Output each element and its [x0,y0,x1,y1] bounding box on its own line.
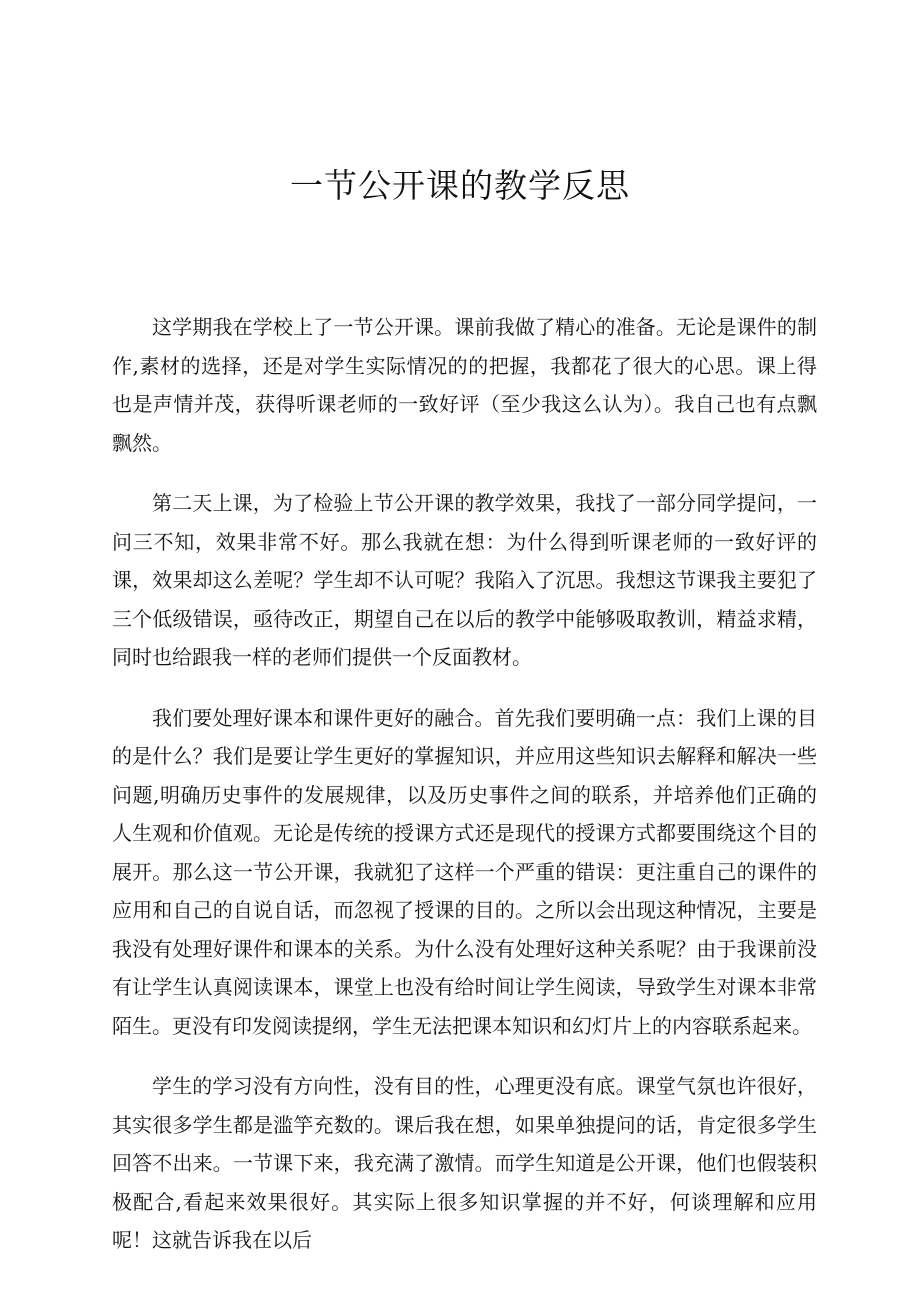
paragraph-1: 这学期我在学校上了一节公开课。课前我做了精心的准备。无论是课件的制作,素材的选择，还是对学生实际情况的的把握，我都花了很大的心思。课上得也是声情并茂，获得听课老师的一致好评（至少我这么认为）。我自己也有点飘飘然。 [112,315,817,455]
document-body [112,308,817,1282]
document-title: 一节公开课的教学反思 [290,166,630,205]
paragraph-3: 我们要处理好课本和课件更好的融合。首先我们要明确一点：我们上课的目的是什么？我们是要让学生更好的掌握知识，并应用这些知识去解释和解决一些问题,明确历史事件的发展规律，以及历史事件之间的联系，并培养他们正确的人生观和价值观。无论是传统的授课方式还是现代的授课方式都要围绕这个目的展开。那么这一节公开课，我就犯了这样一个严重的错误：更注重自己的课件的应用和自己的自说自话，而忽视了授课的目的。之所以会出现这种情况，主要是我没有处理好课件和课本的关系。为什么没有处理好这种关系呢？由于我课前没有让学生认真阅读课本，课堂上也没有给时间让学生阅读，导致学生对课本非常陌生。更没有印发阅读提纲，学生无法把课本知识和幻灯片上的内容联系起来。 [112,705,817,1038]
paragraph-2: 第二天上课，为了检验上节公开课的教学效果，我找了一部分同学提问，一问三不知，效果非常不好。那么我就在想：为什么得到听课老师的一致好评的课，效果却这么差呢？学生却不认可呢？我陷入了沉思。我想这节课我主要犯了三个低级错误，亟待改正，期望自己在以后的教学中能够吸取教训，精益求精，同时也给跟我一样的老师们提供一个反面教材。 [112,491,817,669]
paragraph-4: 学生的学习没有方向性，没有目的性，心理更没有底。课堂气氛也许很好，其实很多学生都是滥竽充数的。课后我在想，如果单独提问的话，肯定很多学生回答不出来。一节课下来，我充满了激情。而学生知道是公开课，他们也假装积极配合,看起来效果很好。其实际上很多知识掌握的并不好，何谈理解和应用呢！这就告诉我在以后 [112,1074,817,1252]
